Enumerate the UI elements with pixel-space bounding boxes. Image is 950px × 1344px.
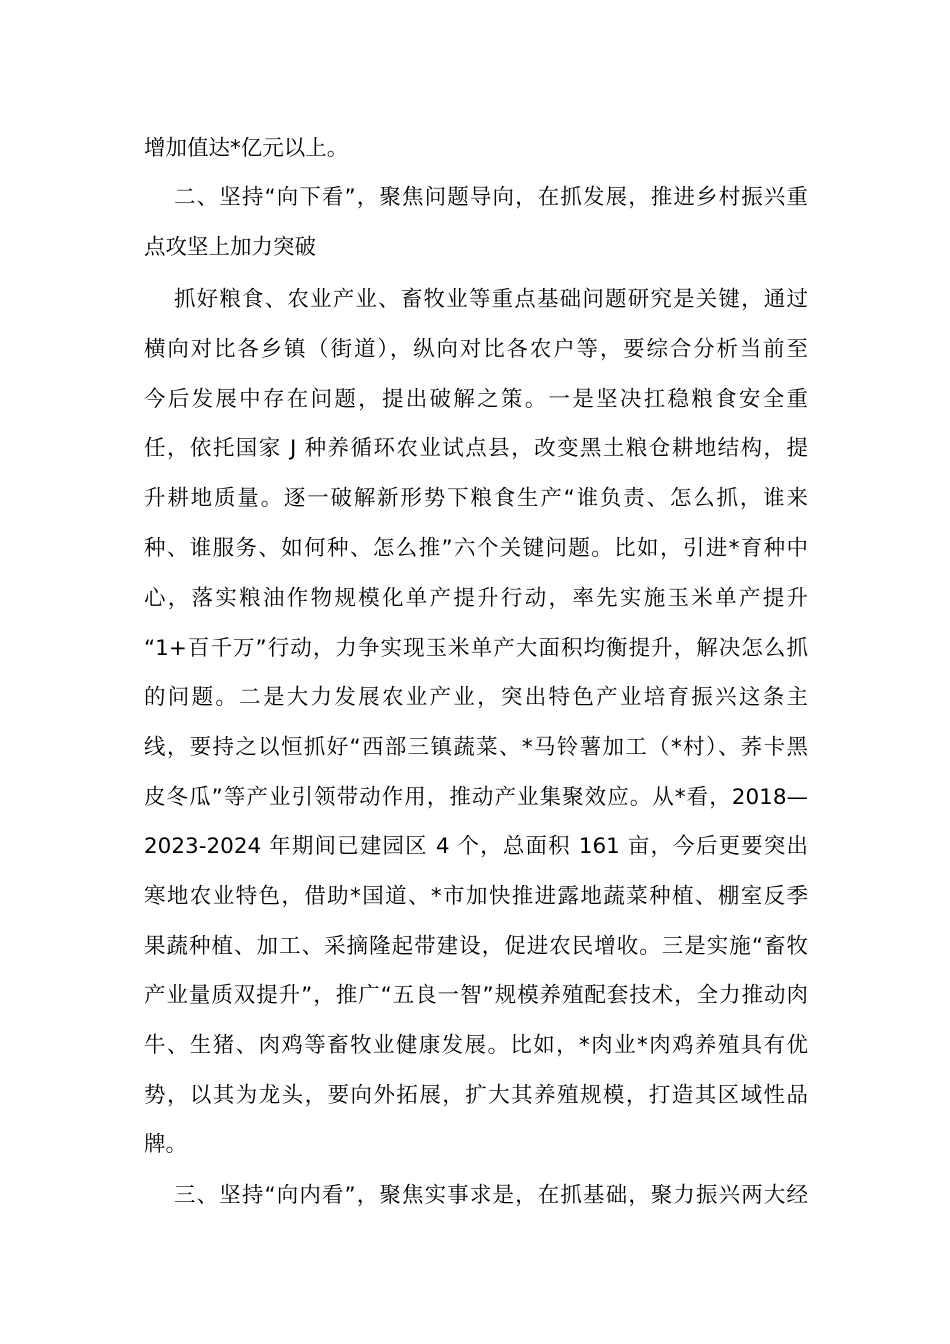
paragraph-line: 心，落实粮油作物规模化单产提升行动，率先实施玉米单产提升	[144, 586, 808, 611]
paragraph-line: 果蔬种植、加工、采摘隆起带建设，促进农民增收。三是实施“畜牧	[144, 934, 808, 959]
text-line: 增加值达*亿元以上。	[144, 136, 349, 161]
section-heading-line: 二、坚持“向下看”，聚焦问题导向，在抓发展，推进乡村振兴重	[174, 185, 808, 210]
paragraph-line: 种、谁服务、如何种、怎么推”六个关键问题。比如，引进*育种中	[144, 536, 808, 561]
paragraph-line: 牛、生猪、肉鸡等畜牧业健康发展。比如，*肉业*肉鸡养殖具有优	[144, 1033, 808, 1058]
paragraph-line: 皮冬瓜”等产业引领带动作用，推动产业集聚效应。从*看，2018—	[144, 785, 808, 810]
paragraph-line: 寒地农业特色，借助*国道、*市加快推进露地蔬菜种植、棚室反季	[144, 884, 808, 909]
paragraph-line: 横向对比各乡镇（街道），纵向对比各农户等，要综合分析当前至	[144, 337, 808, 362]
paragraph-line: 2023-2024 年期间已建园区 4 个，总面积 161 亩，今后更要突出	[144, 834, 808, 859]
section-heading-line: 三、坚持“向内看”，聚焦实事求是，在抓基础，聚力振兴两大经	[174, 1183, 808, 1208]
paragraph-line: 牌。	[144, 1132, 188, 1157]
paragraph-line: 任，依托国家 J 种养循环农业试点县，改变黑土粮仓耕地结构，提	[144, 436, 808, 461]
section-heading-line: 点攻坚上加力突破	[144, 235, 317, 260]
paragraph-line: 升耕地质量。逐一破解新形势下粮食生产“谁负责、怎么抓，谁来	[144, 486, 808, 511]
paragraph-line: 的问题。二是大力发展农业产业，突出特色产业培育振兴这条主	[144, 685, 808, 710]
paragraph-line: “1+百千万”行动，力争实现玉米单产大面积均衡提升，解决怎么抓	[144, 636, 808, 661]
paragraph-line: 线，要持之以恒抓好“西部三镇蔬菜、*马铃薯加工（*村）、荞卡黑	[144, 735, 808, 760]
paragraph-line: 今后发展中存在问题，提出破解之策。一是坚决扛稳粮食安全重	[144, 387, 808, 412]
paragraph-line: 势，以其为龙头，要向外拓展，扩大其养殖规模，打造其区域性品	[144, 1083, 808, 1108]
paragraph-line: 抓好粮食、农业产业、畜牧业等重点基础问题研究是关键，通过	[174, 287, 808, 312]
paragraph-line: 产业量质双提升”，推广“五良一智”规模养殖配套技术，全力推动肉	[144, 983, 808, 1008]
